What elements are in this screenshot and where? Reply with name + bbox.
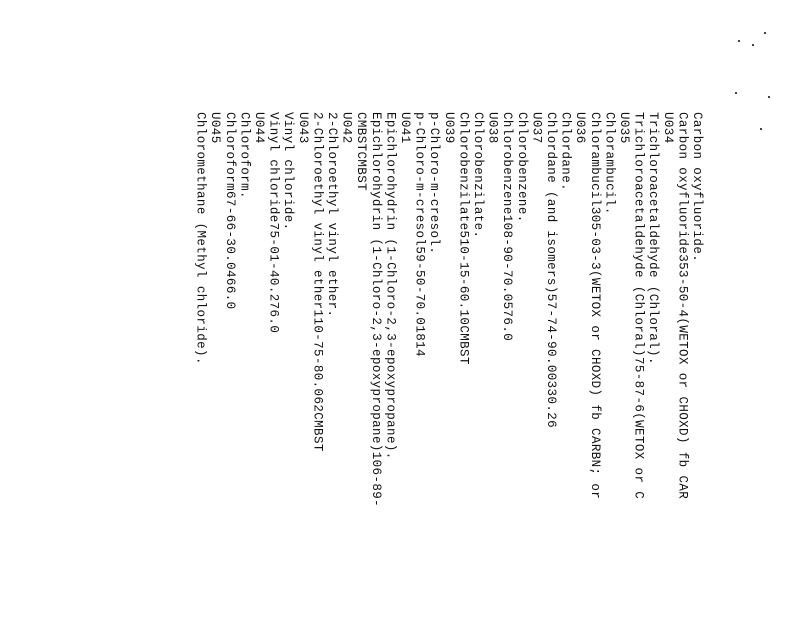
entry-line: Chloromethane (Methyl chloride).: [193, 112, 208, 365]
entry-line: Chloroform.: [237, 112, 252, 199]
entry-line: Epichlorohydrin (1-Chloro-2,3-epoxypropane)106-89-: [368, 112, 383, 508]
entry-subline: U045: [208, 112, 223, 144]
entry-line: p-Chloro-m-cresol.: [427, 112, 442, 255]
entry-subline: U039: [441, 112, 456, 144]
entry-line: 2-Chloroethyl vinyl ether.: [325, 112, 339, 318]
entry-subline: U036: [573, 112, 588, 144]
entry-line: Vinyl chloride75-01-40.276.0: [266, 112, 281, 334]
entry-subline: U043: [295, 112, 310, 144]
entry-line: Trichloroacetaldehyde (Chloral).: [646, 112, 661, 365]
entry-line: Chlorambucil.: [602, 112, 617, 215]
entry-line: Chloroform67-66-30.0466.0: [222, 112, 237, 310]
entry-line: 2-Chloroethyl vinyl ether110-75-80.062CMBST: [310, 112, 325, 452]
entry-subline: U034: [660, 112, 675, 144]
entry-subline: CMBSTCMBST: [354, 112, 369, 192]
entry-line: Chlordane.: [558, 112, 573, 192]
entry-subline: U038: [485, 112, 500, 144]
entry-line: Chlorobenzene108-90-70.0576.0: [500, 112, 515, 342]
entry-line: Carbon oxyfluoride.: [690, 112, 704, 263]
entry-line: Chlordane (and isomers)57-74-90.00330.26: [544, 112, 558, 429]
entry-subline: U044: [252, 112, 266, 144]
entry-line: Chlorobenzilate.: [471, 112, 485, 239]
entry-line: Vinyl chloride.: [281, 112, 296, 231]
entry-line: Chlorambucil305-03-3(WETOX or CHOXD) fb CARBN; or: [587, 112, 602, 500]
entry-subline: U035: [617, 112, 631, 144]
entry-subline: U042: [339, 112, 354, 144]
entry-line: Chlorobenzilate510-15-60.10CMBST: [456, 112, 471, 365]
entry-line: p-Chloro-m-cresol59-50-70.01814: [412, 112, 427, 357]
entry-line: Trichloroacetaldehyde (Chloral)75-87-6(WETOX or C: [631, 112, 646, 500]
entry-subline: U041: [398, 112, 412, 144]
entry-line: Chlorobenzene.: [514, 112, 529, 223]
entry-subline: U037: [529, 112, 544, 144]
entry-line: Epichlorohydrin (1-Chloro-2,3-epoxypropane).: [383, 112, 398, 460]
entry-line: Carbon oxyfluoride353-50-4(WETOX or CHOXD) fb CAR: [675, 112, 690, 500]
